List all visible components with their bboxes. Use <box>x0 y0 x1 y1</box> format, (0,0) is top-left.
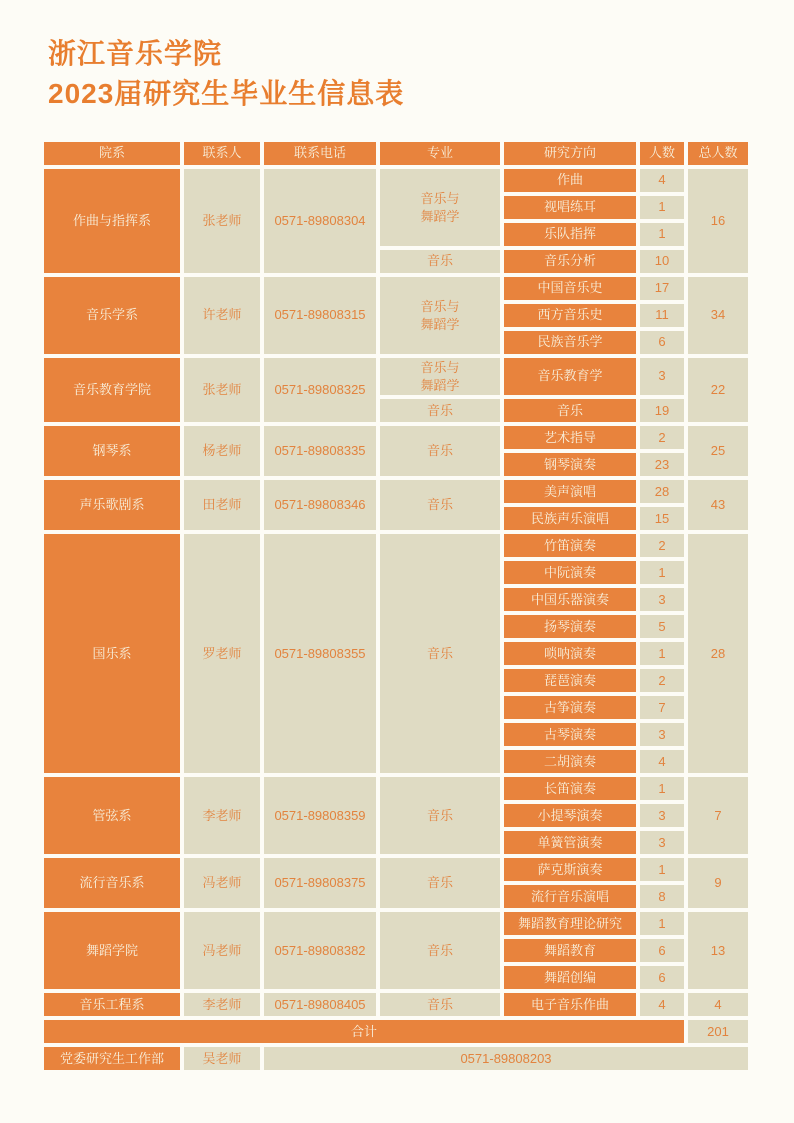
group-total-cell: 7 <box>688 777 748 854</box>
direction-cell: 中阮演奏 <box>504 561 636 584</box>
group-total-cell: 22 <box>688 358 748 422</box>
count-cell: 11 <box>640 304 684 327</box>
direction-cell: 音乐 <box>504 399 636 422</box>
header-row <box>44 142 748 165</box>
table-row <box>44 169 748 192</box>
header-major: 专业 <box>380 142 500 165</box>
direction-cell: 舞蹈教育理论研究 <box>504 912 636 935</box>
page-title-line2: 2023届研究生毕业生信息表 <box>48 78 405 110</box>
phone-cell: 0571-89808382 <box>264 912 376 989</box>
summary-total-cell: 201 <box>688 1020 748 1043</box>
info-table <box>40 138 752 1074</box>
count-cell: 6 <box>640 939 684 962</box>
count-cell: 1 <box>640 777 684 800</box>
contact-cell: 杨老师 <box>184 426 260 476</box>
major-cell: 音乐 <box>380 912 500 989</box>
count-cell: 28 <box>640 480 684 503</box>
major-cell: 音乐 <box>380 480 500 530</box>
count-cell: 2 <box>640 534 684 557</box>
direction-cell: 单簧管演奏 <box>504 831 636 854</box>
department-cell: 国乐系 <box>44 534 180 773</box>
admin-phone-cell: 0571-89808203 <box>264 1047 748 1070</box>
direction-cell: 音乐教育学 <box>504 358 636 395</box>
count-cell: 19 <box>640 399 684 422</box>
direction-cell: 二胡演奏 <box>504 750 636 773</box>
direction-cell: 扬琴演奏 <box>504 615 636 638</box>
major-cell <box>380 358 500 395</box>
direction-cell: 中国乐器演奏 <box>504 588 636 611</box>
department-cell: 舞蹈学院 <box>44 912 180 989</box>
header-count: 人数 <box>640 142 684 165</box>
header-phone: 联系电话 <box>264 142 376 165</box>
count-cell: 8 <box>640 885 684 908</box>
count-cell: 17 <box>640 277 684 300</box>
direction-cell: 电子音乐作曲 <box>504 993 636 1016</box>
summary-label-cell: 合计 <box>44 1020 684 1043</box>
table-row <box>44 993 748 1016</box>
count-cell: 10 <box>640 250 684 273</box>
contact-cell: 田老师 <box>184 480 260 530</box>
direction-cell: 竹笛演奏 <box>504 534 636 557</box>
phone-cell: 0571-89808359 <box>264 777 376 854</box>
count-cell: 5 <box>640 615 684 638</box>
count-cell: 6 <box>640 966 684 989</box>
department-cell: 流行音乐系 <box>44 858 180 908</box>
department-cell: 音乐学系 <box>44 277 180 354</box>
count-cell: 3 <box>640 804 684 827</box>
count-cell: 6 <box>640 331 684 354</box>
direction-cell: 民族声乐演唱 <box>504 507 636 530</box>
direction-cell: 中国音乐史 <box>504 277 636 300</box>
count-cell: 4 <box>640 993 684 1016</box>
table-row <box>44 534 748 557</box>
major-cell: 音乐 <box>380 534 500 773</box>
count-cell: 7 <box>640 696 684 719</box>
direction-cell: 作曲 <box>504 169 636 192</box>
header-department: 院系 <box>44 142 180 165</box>
contact-cell: 冯老师 <box>184 858 260 908</box>
department-cell: 声乐歌剧系 <box>44 480 180 530</box>
major-cell: 音乐 <box>380 399 500 422</box>
direction-cell: 古筝演奏 <box>504 696 636 719</box>
contact-cell: 罗老师 <box>184 534 260 773</box>
major-cell: 音乐 <box>380 250 500 273</box>
count-cell: 1 <box>640 223 684 246</box>
group-total-cell: 9 <box>688 858 748 908</box>
table-row <box>44 277 748 300</box>
count-cell: 1 <box>640 912 684 935</box>
header-contact: 联系人 <box>184 142 260 165</box>
header-direction: 研究方向 <box>504 142 636 165</box>
summary-row <box>44 1020 748 1043</box>
department-cell: 钢琴系 <box>44 426 180 476</box>
table-row <box>44 480 748 503</box>
major-cell: 音乐 <box>380 777 500 854</box>
major-cell: 音乐 <box>380 993 500 1016</box>
direction-cell: 艺术指导 <box>504 426 636 449</box>
department-cell: 作曲与指挥系 <box>44 169 180 273</box>
contact-cell: 张老师 <box>184 358 260 422</box>
contact-cell: 张老师 <box>184 169 260 273</box>
direction-cell: 琵琶演奏 <box>504 669 636 692</box>
admin-department-cell: 党委研究生工作部 <box>44 1047 180 1070</box>
contact-cell: 冯老师 <box>184 912 260 989</box>
direction-cell: 音乐分析 <box>504 250 636 273</box>
contact-cell: 许老师 <box>184 277 260 354</box>
admin-row <box>44 1047 748 1070</box>
table-row <box>44 358 748 395</box>
group-total-cell: 25 <box>688 426 748 476</box>
contact-cell: 李老师 <box>184 993 260 1016</box>
direction-cell: 美声演唱 <box>504 480 636 503</box>
department-cell: 管弦系 <box>44 777 180 854</box>
direction-cell: 民族音乐学 <box>504 331 636 354</box>
count-cell: 3 <box>640 358 684 395</box>
phone-cell: 0571-89808304 <box>264 169 376 273</box>
direction-cell: 古琴演奏 <box>504 723 636 746</box>
direction-cell: 小提琴演奏 <box>504 804 636 827</box>
count-cell: 1 <box>640 858 684 881</box>
major-cell <box>380 277 500 354</box>
table-row <box>44 858 748 881</box>
table-row <box>44 912 748 935</box>
contact-cell: 李老师 <box>184 777 260 854</box>
direction-cell: 西方音乐史 <box>504 304 636 327</box>
page-title-line1: 浙江音乐学院 <box>48 38 223 69</box>
direction-cell: 舞蹈创编 <box>504 966 636 989</box>
table-row <box>44 777 748 800</box>
count-cell: 2 <box>640 426 684 449</box>
count-cell: 3 <box>640 723 684 746</box>
department-cell: 音乐工程系 <box>44 993 180 1016</box>
group-total-cell: 13 <box>688 912 748 989</box>
group-total-cell: 43 <box>688 480 748 530</box>
count-cell: 4 <box>640 169 684 192</box>
group-total-cell: 34 <box>688 277 748 354</box>
department-cell: 音乐教育学院 <box>44 358 180 422</box>
table-row <box>44 426 748 449</box>
group-total-cell: 28 <box>688 534 748 773</box>
count-cell: 2 <box>640 669 684 692</box>
header-total: 总人数 <box>688 142 748 165</box>
group-total-cell: 16 <box>688 169 748 273</box>
admin-contact-cell: 吴老师 <box>184 1047 260 1070</box>
count-cell: 23 <box>640 453 684 476</box>
major-cell: 音乐 <box>380 426 500 476</box>
count-cell: 1 <box>640 196 684 219</box>
count-cell: 1 <box>640 561 684 584</box>
major-cell: 音乐 <box>380 858 500 908</box>
page-title <box>48 34 754 114</box>
direction-cell: 视唱练耳 <box>504 196 636 219</box>
major-cell-text: 音乐与舞蹈学 <box>420 191 460 224</box>
direction-cell: 唢呐演奏 <box>504 642 636 665</box>
phone-cell: 0571-89808346 <box>264 480 376 530</box>
count-cell: 3 <box>640 588 684 611</box>
count-cell: 3 <box>640 831 684 854</box>
table-body <box>44 169 748 1070</box>
major-cell-text: 音乐与舞蹈学 <box>420 360 460 393</box>
phone-cell: 0571-89808405 <box>264 993 376 1016</box>
phone-cell: 0571-89808325 <box>264 358 376 422</box>
phone-cell: 0571-89808315 <box>264 277 376 354</box>
count-cell: 15 <box>640 507 684 530</box>
phone-cell: 0571-89808355 <box>264 534 376 773</box>
phone-cell: 0571-89808375 <box>264 858 376 908</box>
direction-cell: 流行音乐演唱 <box>504 885 636 908</box>
table-header <box>44 142 748 165</box>
count-cell: 4 <box>640 750 684 773</box>
direction-cell: 乐队指挥 <box>504 223 636 246</box>
major-cell-text: 音乐与舞蹈学 <box>420 299 460 332</box>
group-total-cell: 4 <box>688 993 748 1016</box>
count-cell: 1 <box>640 642 684 665</box>
direction-cell: 长笛演奏 <box>504 777 636 800</box>
major-cell <box>380 169 500 246</box>
phone-cell: 0571-89808335 <box>264 426 376 476</box>
direction-cell: 舞蹈教育 <box>504 939 636 962</box>
direction-cell: 钢琴演奏 <box>504 453 636 476</box>
direction-cell: 萨克斯演奏 <box>504 858 636 881</box>
